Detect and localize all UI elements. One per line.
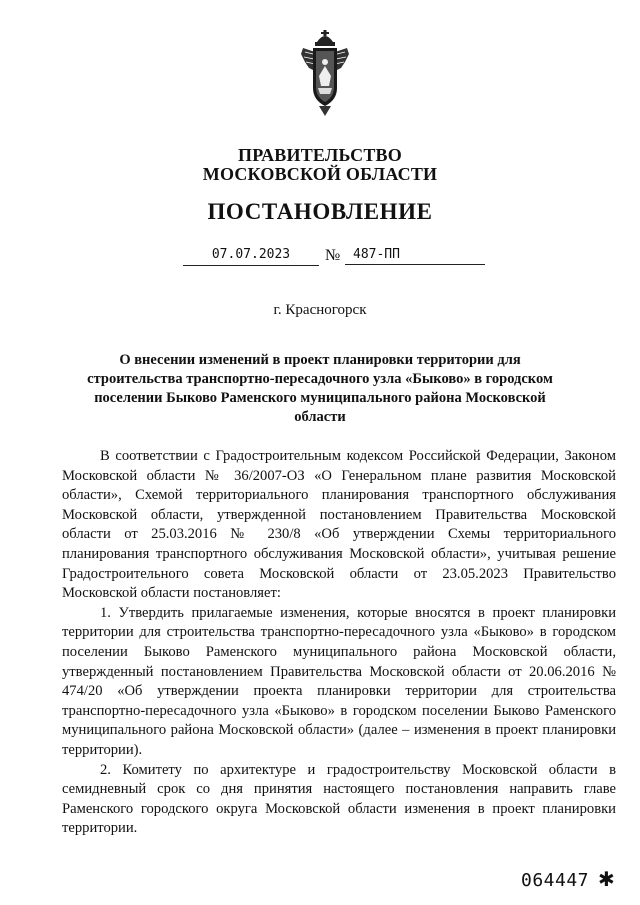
document-type-title: ПОСТАНОВЛЕНИЕ	[207, 199, 433, 224]
org-name-line-2: МОСКОВСКОЙ ОБЛАСТИ	[202, 164, 438, 184]
registration-date: 07.07.2023	[183, 247, 319, 266]
item-2-paragraph: 2. Комитету по архитектуре и градостроительству Московской области в семидневный срок со дня принятия настоящего постановления направить главе Раменского городского округа Московской области изменения в проект планировки территории.	[62, 761, 616, 837]
serial-number: 064447	[521, 870, 590, 891]
org-name-line-1: ПРАВИТЕЛЬСТВО	[238, 145, 402, 165]
number-sign: №	[325, 247, 341, 264]
serial-mark-icon: ✱	[598, 869, 615, 891]
document-body	[62, 447, 616, 839]
city-of-issue: г. Красногорск	[273, 302, 367, 318]
registration-number: 487-ПП	[345, 247, 485, 265]
document-subject: О внесении изменений в проект планировки территории для строительства транспортно-пересадочного узла «Быково» в городском поселении Быково Раменского муниципального района Московской области	[87, 352, 553, 425]
item-1-paragraph: 1. Утвердить прилагаемые изменения, которые вносятся в проект планировки территории для строительства транспортно-пересадочного узла «Быково» в городском поселении Быково Раменского муниципального района Московской области, утвержденный постановлением Правительства Московской области от 20.06.2016 № 474/20 «Об утверждении проекта планировки территории для строительства транспортно-пересадочного узла «Быково» в городском поселении Быково Раменского муниципального района Московской области» (далее – изменения в проект планировки территории).	[62, 604, 616, 758]
coat-of-arms-icon	[299, 28, 351, 118]
preamble-paragraph: В соответствии с Градостроительным кодексом Российской Федерации, Законом Московской области № 36/2007-ОЗ «О Генеральном плане развития Московской области», Схемой территориального планирования транспортного обслуживания Московской области, утвержденной постановлением Правительства Московской области от 25.03.2016 № 230/8 «Об утверждении Схемы территориального планирования транспортного обслуживания Московской области», учитывая решение Градостроительного совета Московской области от 23.05.2023 Правительство Московской области постановляет:	[62, 448, 616, 602]
